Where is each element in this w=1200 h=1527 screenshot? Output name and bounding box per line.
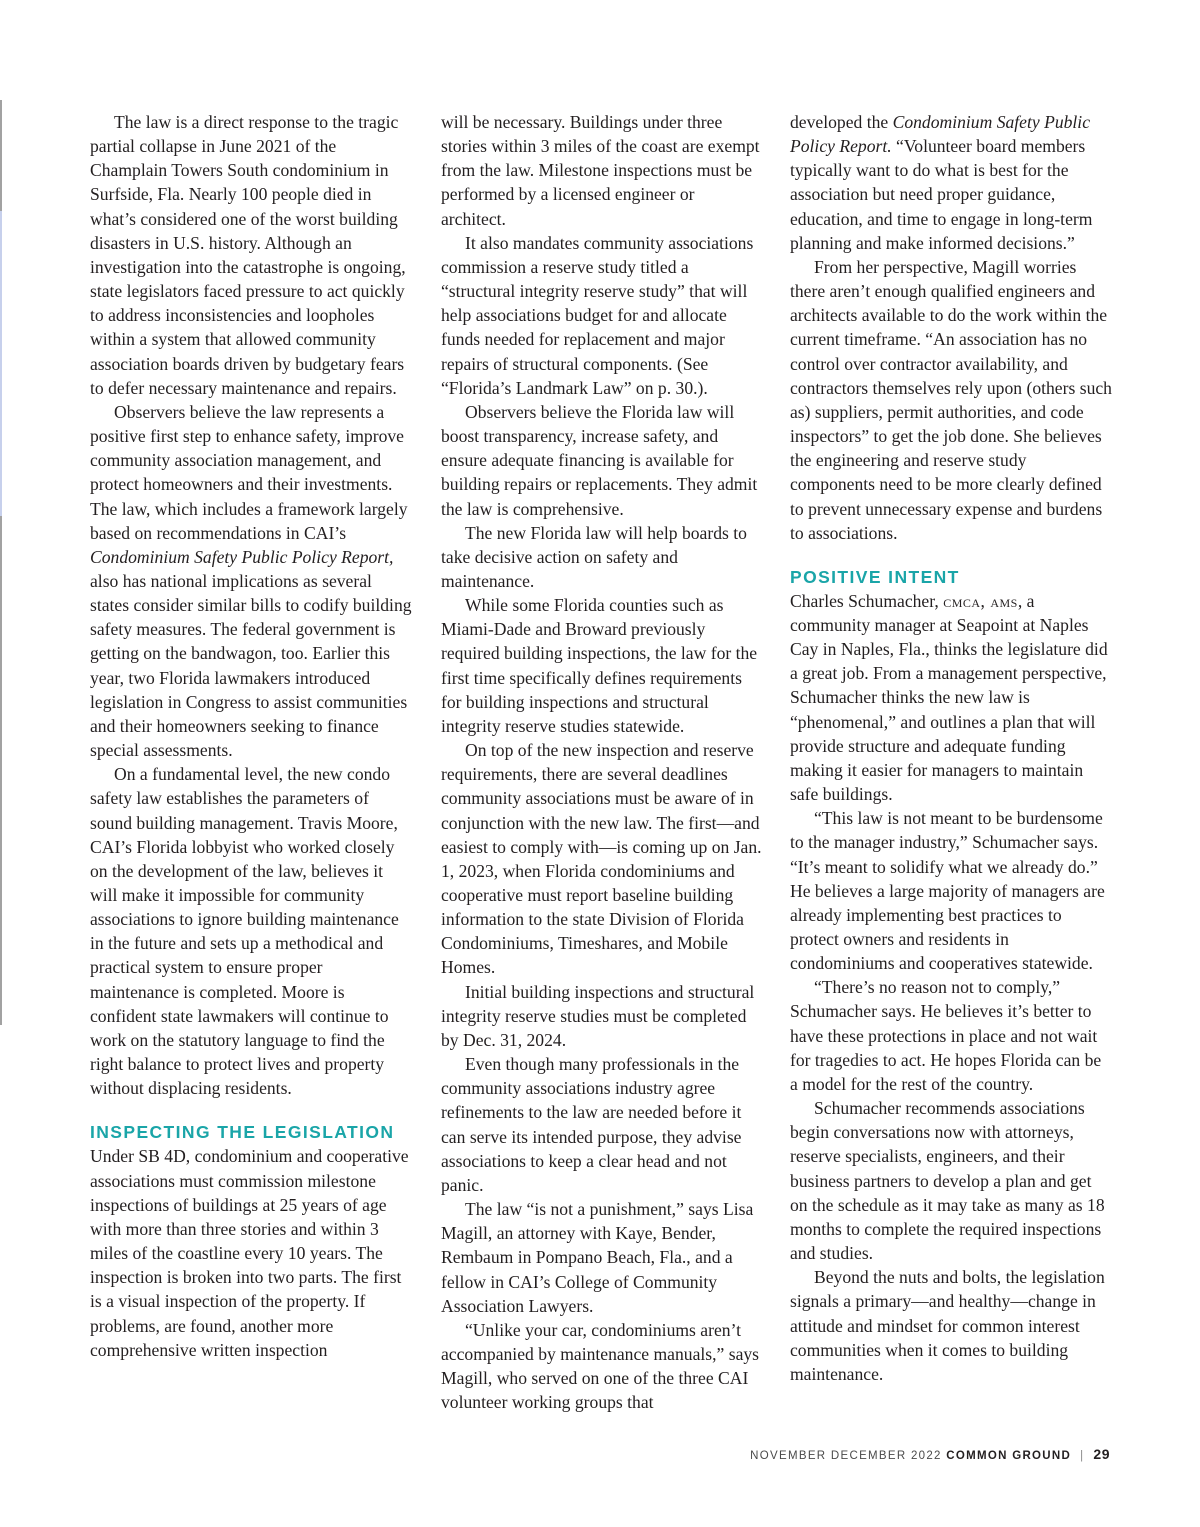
paragraph: The law “is not a punishment,” says Lisa Magill, an attorney with Kaye, Bender, Rembaum in Pompano Beach, Fla., and a fellow in CAI’s College of Community Association Lawyers.: [441, 1199, 754, 1316]
paragraph: will be necessary. Buildings under three stories within 3 miles of the coast are exempt from the law. Milestone inspections must be performed by a licensed engineer or architect.: [441, 112, 760, 229]
section-heading-inspecting: INSPECTING THE LEGISLATION: [90, 1122, 395, 1143]
magazine-name: COMMON GROUND: [946, 1450, 1072, 1462]
text-run: also has national implications as several states consider similar bills to codify building safety measures. The federal government is getting on the bandwagon, too. Earlier this year, two Florida lawmakers introduced legislation in Congress to assist communities and their homeowners seeking to finance special assessments.: [90, 570, 412, 761]
paragraph: [790, 110, 1112, 255]
text-run: Observers believe the law represents a positive first step to enhance safety, improve community association management, and protect homeowners and their investments. The law, which includes a framework largely based on recommendations in CAI’s: [90, 401, 408, 543]
page-footer: [750, 1446, 1110, 1462]
text-run: “Volunteer board members typically want to do what is best for the association but need proper guidance, education, and time to engage in long-term planning and make informed decisions.”: [790, 136, 1093, 253]
article-column-2: [441, 110, 763, 1414]
paragraph: The law is a direct response to the tragic partial collapse in June 2021 of the Champlain Towers South condominium in Surfside, Fla. Nearly 100 people died in what’s considered one of the worst building disasters in U.S. history. Although an investigation into the catastrophe is ongoing, state legislators faced pressure to act quickly to address inconsistencies and loopholes within a system that allowed community association boards driven by budgetary fears to defer necessary maintenance and repairs.: [90, 112, 406, 398]
paragraph: It also mandates community associations commission a reserve study titled a “structural integrity reserve study” that will help associations budget for and allocate funds needed for replacement and major repairs of structural components. (See “Florida’s Landmark Law” on p. 30.).: [441, 232, 754, 398]
paragraph: On top of the new inspection and reserve requirements, there are several deadlines community associations must be aware of in conjunction with the new law. The first—and easiest to comply with—is coming up on Jan. 1, 2023, when Florida condominiums and cooperative must report baseline building information to the state Division of Florida Condominiums, Timeshares, and Mobile Homes.: [441, 740, 762, 978]
text-run: developed the: [790, 112, 893, 132]
report-title: Condominium Safety Public Policy Report,: [90, 546, 394, 567]
paragraph: On a fundamental level, the new condo safety law establishes the parameters of sound building management. Travis Moore, CAI’s Florida lobbyist who worked closely on the development of the law, believes it will make it impossible for community associations to ignore building maintenance in the future and sets up a methodical and practical system to ensure proper maintenance is completed. Moore is confident state lawmakers will continue to work on the statutory language to find the right balance to protect lives and property without displacing residents.: [90, 764, 399, 1099]
paragraph: “This law is not meant to be burdensome to the manager industry,” Schumacher says. “It’s meant to solidify what we already do.” He believes a large majority of managers are already implementing best practices to protect owners and residents in condominiums and cooperatives statewide.: [790, 808, 1105, 974]
report-title: Condominium Safety Public Policy Report.: [790, 112, 1091, 157]
article-column-3: [790, 110, 1112, 1386]
paragraph: The new Florida law will help boards to take decisive action on safety and maintenance.: [441, 522, 747, 591]
article-column-1: [90, 110, 412, 1362]
text-run: Charles Schumacher,: [790, 590, 944, 611]
paragraph: Under SB 4D, condominium and cooperative associations must commission milestone inspections of buildings at 25 years of age with more than three stories and within 3 miles of the coastline every 10 years. The inspection is broken into two parts. The first is a visual inspection of the property. If problems, are found, another more comprehensive written inspection: [90, 1146, 409, 1360]
paragraph: “There’s no reason not to comply,” Schumacher says. He believes it’s better to have these protections in place and not wait for tragedies to act. He hopes Florida can be a model for the rest of the country.: [790, 977, 1102, 1094]
paragraph: Schumacher recommends associations begin conversations now with attorneys, reserve specialists, engineers, and their business partners to develop a plan and get on the schedule as it may take as many as 18 months to complete the required inspections and studies.: [790, 1098, 1105, 1264]
paragraph: Beyond the nuts and bolts, the legislation signals a primary—and healthy—change in attitude and mindset for common interest communities when it comes to building maintenance.: [790, 1267, 1105, 1384]
credentials: cmca, ams: [943, 590, 1018, 611]
paragraph: Observers believe the Florida law will boost transparency, increase safety, and ensure adequate financing is available for building repairs or replacements. They admit the law is comprehensive.: [441, 401, 758, 519]
section-heading-positive-intent: POSITIVE INTENT: [790, 566, 960, 587]
footer-separator: |: [1080, 1450, 1085, 1462]
paragraph: While some Florida counties such as Miami-Dade and Broward previously required building inspections, the law for the first time specifically defines requirements for building inspections and structural integrity reserve studies statewide.: [441, 595, 758, 736]
paragraph: [790, 589, 1112, 806]
text-run: , a community manager at Seapoint at Naples Cay in Naples, Fla., thinks the legislature did a great job. From a management perspective, Schumacher thinks the new law is “phenomenal,” and outlines a plan that will provide structure and adequate funding making it easier for managers to maintain safe buildings.: [790, 590, 1108, 805]
paragraph: [90, 400, 412, 762]
issue-date: NOVEMBER DECEMBER 2022: [750, 1450, 942, 1462]
page-edge-mark: [0, 100, 2, 1025]
paragraph: Initial building inspections and structural integrity reserve studies must be completed by Dec. 31, 2024.: [441, 981, 755, 1050]
paragraph: “Unlike your car, condominiums aren’t accompanied by maintenance manuals,” says Magill, who served on one of the three CAI volunteer working groups that: [441, 1319, 760, 1413]
paragraph: Even though many professionals in the community associations industry agree refinements to the law are needed before it can serve its intended purpose, they advise associations to keep a clear head and not panic.: [441, 1054, 742, 1195]
page-number: 29: [1093, 1446, 1110, 1462]
paragraph: From her perspective, Magill worries there aren’t enough qualified engineers and architects available to do the work within the current timeframe. “An association has no control over contractor availability, and contractors themselves rely upon (others such as) suppliers, permit authorities, and code inspectors” to get the job done. She believes the engineering and reserve study components need to be more clearly defined to prevent unnecessary expense and burdens to associations.: [790, 256, 1112, 543]
